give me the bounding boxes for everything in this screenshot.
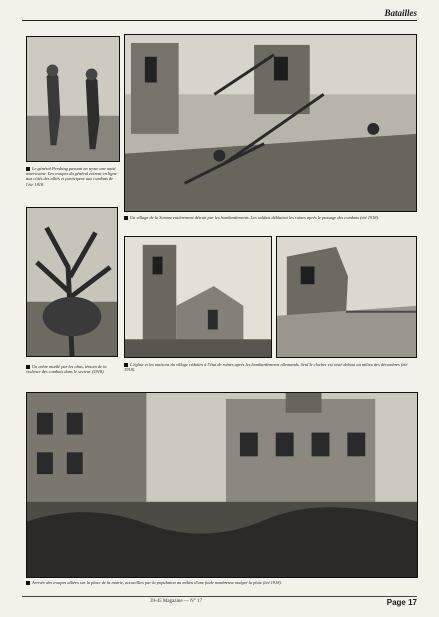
header-rule (22, 20, 417, 21)
section-title: Batailles (384, 8, 417, 18)
ruined-church-photo-icon (125, 237, 271, 357)
caption-bullet (26, 581, 30, 585)
footer-text: 39-45 Magazine — N° 17 (150, 599, 202, 604)
shattered-tree-photo-icon (27, 208, 117, 356)
caption-text: Un village de la Somme entièrement détruit par les bombardements. Les soldats déblaient les ruines après le passage des combats (été 1918). (130, 215, 380, 220)
soldiers-photo-icon (27, 37, 119, 161)
photo-ruined-tower (276, 236, 417, 358)
photo-ruined-church (124, 236, 272, 358)
caption-text: Un arbre mutilé par les obus, témoin de la violence des combats dans le secteur (1918). (26, 364, 107, 375)
caption-bullet (124, 216, 128, 220)
caption-text: Arrivée des troupes alliées sur la place de la mairie, accueillies par la population au milieu d'une foule nombreuse malgré la pluie (été 1918). (32, 580, 282, 585)
caption-2 (124, 215, 417, 220)
caption-4 (124, 362, 417, 372)
ruined-village-photo-icon (125, 35, 416, 211)
photo-town-square (26, 392, 418, 578)
town-square-crowd-photo-icon (27, 393, 417, 577)
caption-1 (26, 166, 120, 187)
photo-ruined-village (124, 34, 417, 212)
page-number: Page 17 (386, 598, 417, 607)
footer-rule (22, 596, 417, 597)
caption-3 (26, 364, 118, 374)
caption-5 (26, 580, 418, 585)
caption-text: Le général Pershing passant en revue une unité américaine. Les troupes du général entrent en ligne aux côtés des alliés et participent aux combats de l'été 1918. (26, 166, 117, 187)
photo-soldiers (26, 36, 120, 162)
photo-shattered-tree (26, 207, 118, 357)
caption-text: L'église et les maisons du village réduites à l'état de ruines après les bombardements allemands. Seul le clocher est resté debout au milieu des décombres (été 1918). (124, 362, 408, 373)
ruined-tower-photo-icon (277, 237, 416, 357)
